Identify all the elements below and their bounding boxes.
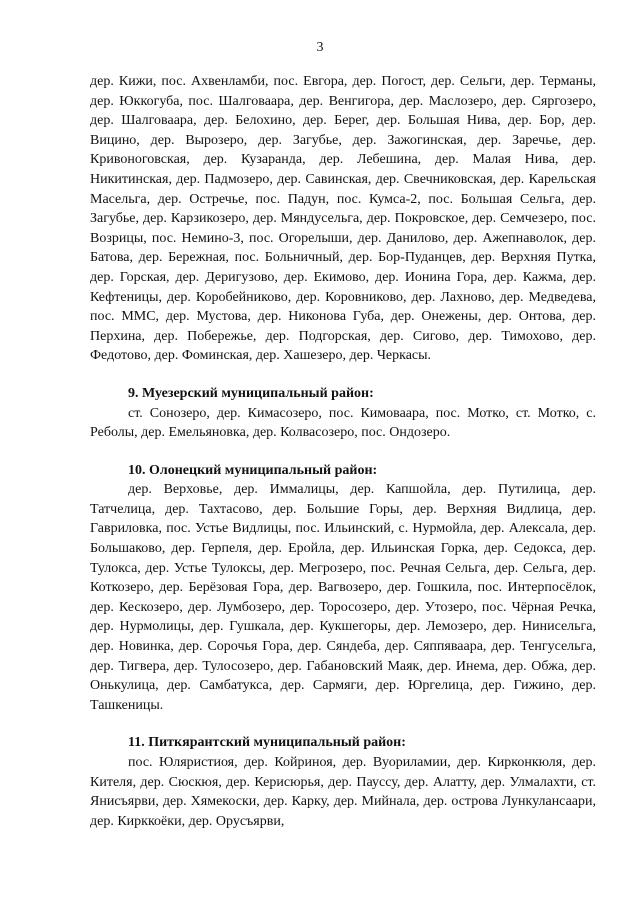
section-paragraph: ст. Сонозеро, дер. Кимасозеро, пос. Кимоваара, пос. Мотко, ст. Мотко, с. Реболы, дер. Емельяновка, дер. Колвасозеро, пос. Ондозеро. [90,405,596,441]
section-heading: 10. Олонецкий муниципальный район: [128,462,378,478]
section-paragraph: дер. Верховье, дер. Иммалицы, дер. Капшойла, дер. Путилица, дер. Татчелица, дер. Тахтасово, дер. Большие Горы, дер. Верхняя Видлица, дер. Гавриловка, пос. Устье Видлицы, пос. Ильинский, с. Нурмойла, дер. Алексала, дер. Большаково, дер. Герпеля, дер. Еройла, дер. Ильинская Горка, дер. Седокса, дер. Тулокса, дер. Устье Тулоксы, дер. Мегрозеро, пос. Речная Сельга, дер. Сельга, дер. Коткозеро, дер. Берёзовая Гора, дер. Вагвозеро, дер. Гошкила, пос. Интерпосёлок, дер. Кескозеро, дер. Лумбозеро, дер. Торосозеро, дер. Утозеро, пос. Чёрная Речка, дер. Нурмолицы, дер. Гушкала, дер. Кукшегоры, дер. Лемозеро, дер. Нинисельга, дер. Новинка, дер. Сорочья Гора, дер. Сяндеба, дер. Сяппяваара, дер. Тенгусельга, дер. Тигвера, дер. Тулосозеро, дер. Габановский Маяк, дер. Инема, дер. Обжа, дер. Онькулица, дер. Самбатукса, дер. Сармяги, дер. Юргелица, дер. Гижино, дер. Ташкеницы. [90,482,596,713]
section-pitkyarantsky [90,733,596,831]
section-heading: 11. Питкярантский муниципальный район: [128,735,406,751]
page-number: 3 [316,40,324,55]
section-muezersky [90,384,596,443]
intro-paragraph: дер. Кижи, пос. Ахвенламби, пос. Евгора, дер. Погост, дер. Сельги, дер. Терманы, дер. Юккогуба, пос. Шалговаара, дер. Венгигора, дер. Маслозеро, дер. Сяргозеро, дер. Шалговаара, дер. Белохино, дер. Берег, дер. Большая Нива, дер. Бор, дер. Вицино, дер. Вырозеро, дер. Загубье, дер. Зажогинская, дер. Заречье, дер. Кривоноговская, дер. Кузаранда, дер. Лебешина, дер. Малая Нива, дер. Никитинская, дер. Падмозеро, дер. Савинская, дер. Свечниковская, дер. Карельская Масельга, дер. Остречье, пос. Падун, пос. Кумса-2, пос. Большая Сельга, дер. Загубье, дер. Карзикозеро, дер. Мяндусельга, дер. Покровское, дер. Семчезеро, пос. Возрицы, пос. Немино-3, пос. Огорелыши, дер. Данилово, дер. Ажепнаволок, дер. Батова, дер. Бережная, пос. Больничный, дер. Бор-Пуданцев, дер. Верхняя Путка, дер. Горская, дер. Деригузово, дер. Екимово, дер. Ионина Гора, дер. Кажма, дер. Кефтеницы, дер. Коробейниково, дер. Коровниково, дер. Лахново, дер. Медведева, пос. ММС, дер. Мустова, дер. Никонова Губа, дер. Онежены, дер. Онтова, дер. Перхина, дер. Побережье, дер. Подгорская, дер. Сигово, дер. Тимохово, дер. Федотово, дер. Фоминская, дер. Хашезеро, дер. Черкасы. [90,74,596,364]
section-paragraph: пос. Юляристиоя, дер. Койриноя, дер. Вуориламии, дер. Кирконкюля, дер. Кителя, дер. Сюскюя, дер. Керисюрья, дер. Пауссу, дер. Алатту, дер. Улмалахти, ст. Янисъярви, дер. Хямекоски, дер. Карку, дер. Мийнала, дер. острова Лункулансаари, дер. Кирккоёки, дер. Орусъярви, [90,755,596,829]
section-heading: 9. Муезерский муниципальный район: [128,385,374,401]
document-body [90,72,596,831]
section-olonetsky [90,461,596,716]
